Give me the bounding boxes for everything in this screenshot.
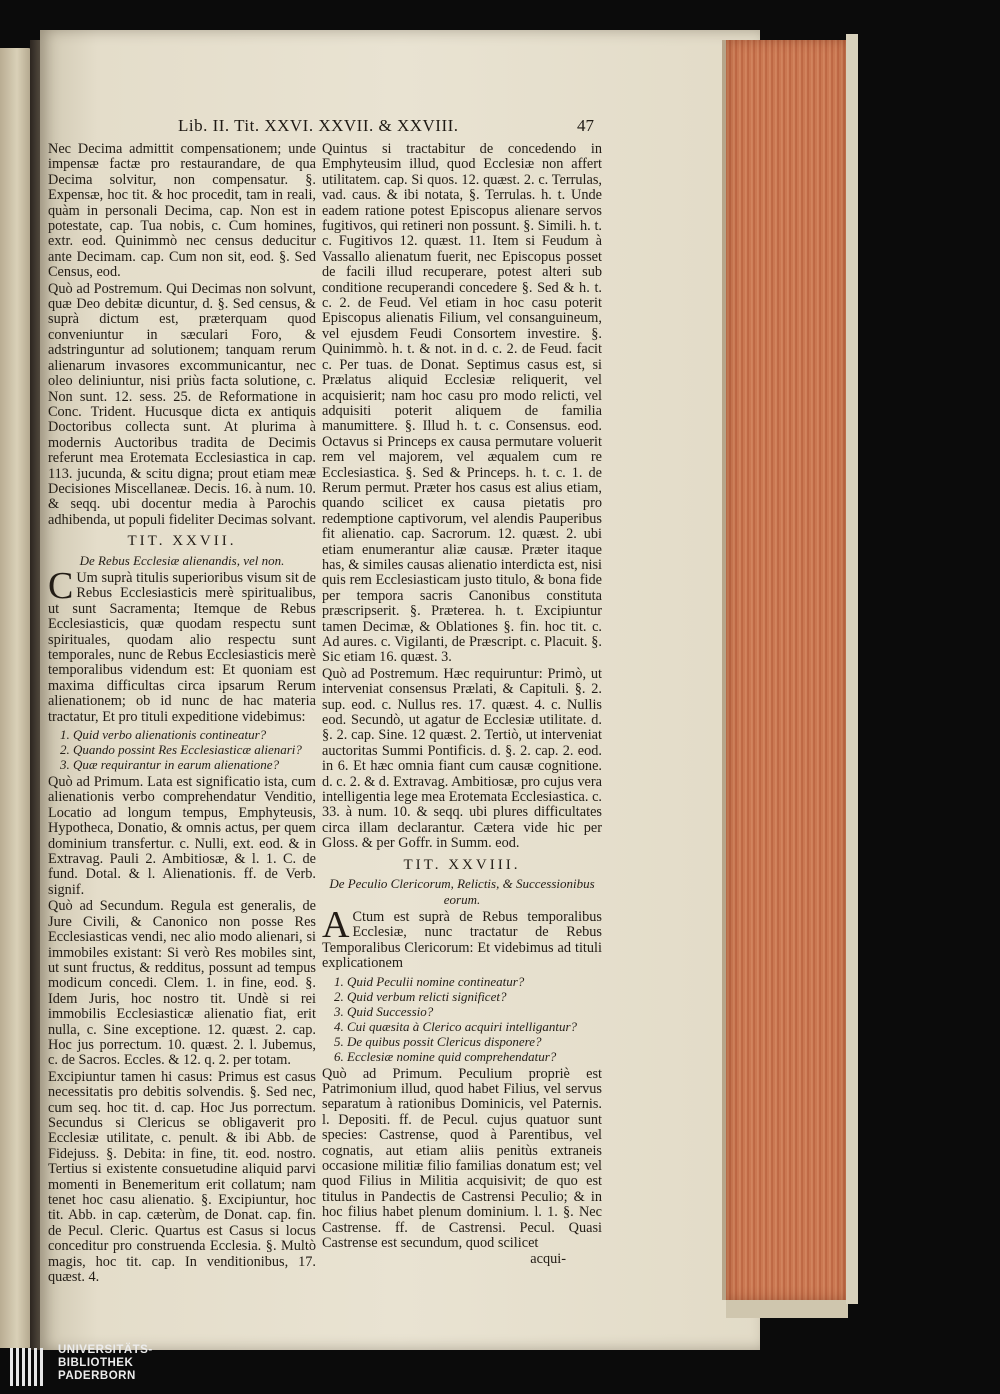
- list-item: 2. Quid verbum relicti significet?: [334, 988, 507, 1004]
- list-item: 3. Quid Successio?: [334, 1003, 434, 1019]
- page-header: [48, 116, 594, 138]
- question-list: [60, 727, 316, 772]
- paragraph-with-initial: [322, 903, 602, 972]
- list-item: 6. Ecclesiæ nomine quid comprehendatur?: [334, 1048, 557, 1064]
- paragraph: Quò ad Primum. Peculium propriè est Patrimonium illud, quod habet Filius, vel servus separatum à rationibus Dominicis, vel Paternis. l. Depositi. ff. de Pecul. cujus quatuor sunt species: Castrense, quod à Parentibus, vel cognatis, aut etiam aliis penitùs extraneis occasione militiæ filio familias donatum est; vel quod Filius in Militia acquisivit; de quo est titulus in Pandectis de Castrensi Peculio; & in hoc filius habet plenum dominium. l. 1. §. Nec Castrense. ff. de Castrensi. Pecul. Quasi Castrense est secundum, quod scilicet: [322, 1065, 602, 1251]
- list-item: 3. Quæ requirantur in earum alienatione?: [60, 757, 280, 773]
- paragraph: Quò ad Primum. Lata est significatio ista, cum alienationis verbo comprehendatur Venditio, Locatio ad longum tempus, Emphyteusis, Hypotheca, Donatio, & omnis actus, per quem dominium transfertur. c. Nulli, ext. eod. & in Extravag. Pauli 2. Ambitiosæ, & l. 1. C. de fund. Dotal. & l. Alienationis. ff. de Verb. signif.: [48, 774, 316, 898]
- paragraph: Quò ad Postremum. Qui Decimas non solvunt, quæ Deo debitæ dicuntur, d. §. Sed census, & suprà dictum est, præterquam quod conveniuntur in sæculari Foro, & adstringuntur ad solutionem; tanquam rerum alienarum invasores excommunicantur, nec oleo deliniuntur, nisi priùs facta solutione, c. Non sunt. 12. sess. 25. de Reformatione in Conc. Trident. Hucusque dicta ex antiquis Doctoribus collecta sunt. At plurima à modernis Auctoribus tradita de Decimis referunt mea Erotemata Ecclesiastica in cap. 113. jucunda, & scitu digna; prout etiam meæ Decisiones Miscellaneæ. Decis. 16. à num. 10. & seqq. ubi docentur media à Parochis adhibenda, ut populi fideliter Decimas solvant.: [48, 280, 316, 528]
- logo-line: UNIVERSITÄTS-: [58, 1344, 153, 1356]
- title-subheading: De Rebus Ecclesiæ alienandis, vel non.: [79, 552, 285, 568]
- paragraph-with-initial: [48, 564, 316, 725]
- list-item: 5. De quibus possit Clericus disponere?: [334, 1033, 542, 1049]
- logo-line: BIBLIOTHEK: [58, 1357, 134, 1369]
- list-item: 2. Quando possint Res Ecclesiasticæ alienari?: [60, 742, 302, 758]
- logo-line: PADERBORN: [58, 1370, 136, 1382]
- question-list: [334, 974, 602, 1064]
- left-column: [48, 141, 316, 1286]
- paragraph: Excipiuntur tamen hi casus: Primus est casus necessitatis pro debitis solvendis. §. Sed nec, cum seq. hoc tit. d. cap. Hoc Jus porrectum. Secundus si Clericus se obligaverit pro Ecclesiæ utilitate, c. penult. & ibi Abb. de Fidejuss. §. Debita: in fine, tit. eod. nostro. Tertius si existente consuetudine aliquid parvi momenti in Benemeritum erit collatum; nam tenet hoc casu alienatio. §. Excipiuntur, hoc tit. Abb. in cap. cæterùm, de Donat. cap. fin. de Pecul. Cleric. Quartus est Casus si locus conceditur pro construenda Ecclesia. §. Multò magis, hoc tit. cap. In venditionibus, 17. quæst. 4.: [48, 1068, 316, 1286]
- paragraph: Quò ad Postremum. Hæc requiruntur: Primò, ut interveniat consensus Prælati, & Capituli. §. 2. sup. eod. c. Nullus res. 17. quæst. 4. c. Nullis eod. Secundò, ut agatur de Ecclesiæ utilitate. d. §. 2. cap. Sine. 12 quæst. 2. Tertiò, ut interveniat auctoritas Summi Pontificis. d. §. 2. cap. 2. eod. in 6. Et hæc omnia fiant cum causæ cognitione. d. c. 2. & d. Extravag. Ambitiosæ, pro cujus vera intelligentia lege mea Erotemata Ecclesiastica. c. 33. à num. 10. & seqq. ubi plures difficultates circa illam declarantur. Cætera vide hic per Gloss. & per Goffr. in Summ. eod.: [322, 665, 602, 852]
- paragraph: Nec Decima admittit compensationem; unde impensæ factæ pro restaurandare, de qua Decima solvitur, non compensatur. §. Expensæ, hoc tit. & hoc procedit, tam in reali, quàm in personali Decima, cap. Non est in potestate, cap. Tua nobis, c. Cum homines, extr. eod. Quinimmò nec census deducitur ante Decimam. cap. Cum non sit, eod. §. Sed Census, eod.: [48, 141, 316, 281]
- drop-capital: A: [322, 903, 350, 946]
- list-item: 1. Quid Peculii nomine contineatur?: [334, 973, 525, 989]
- running-head: Lib. II. Tit. XXVI. XXVII. & XXVIII.: [178, 116, 459, 135]
- title-heading: TIT. XXVII.: [127, 533, 237, 550]
- title-subheading: De Peculio Clericorum, Relictis, & Successionibus eorum.: [329, 876, 595, 907]
- catchword: acqui-: [530, 1251, 566, 1268]
- paragraph: Quò ad Secundum. Regula est generalis, de Jure Civili, & Canonico non posse Res Ecclesiasticas vendi, nec alio modo alienari, si immobiles existant: Si verò Res mobiles sint, ut sunt fructus, & redditus, possunt ad tempus modicum concedi. Clem. 1. in fine, eod. §. Idem Juris, hoc nostro tit. Undè si rei immobilis Ecclesiasticæ alienatio fiat, erit nulla, c. Sine exceptione. 12. quæst. 2. cap. Hoc jus porrectum. 10. quæst. 2. l. Jubemus, c. de Sacros. Eccles. & 12. q. 2. per totam.: [48, 898, 316, 1069]
- library-logo-text: [58, 1344, 153, 1383]
- page-number: 47: [577, 116, 594, 135]
- list-item: 4. Cui quæsita à Clerico acquiri intelligantur?: [334, 1018, 578, 1034]
- title-heading: TIT. XXVIII.: [403, 856, 521, 873]
- book-cover-edge: [846, 34, 858, 1304]
- list-item: 1. Quid verbo alienationis contineatur?: [60, 727, 267, 743]
- paragraph-text: Um suprà titulis superioribus visum sit de Rebus Ecclesiasticis merè spiritualibus, ut sunt Sacramenta; Itemque de Rebus Ecclesiasticis, quæ quodam respectu sunt spirituales, quodam alio respectu sunt temporales, nunc de Rebus Ecclesiasticis merè temporalibus videndum est: Et quoniam est maxima difficultas circa ipsarum Rerum alienationem; ob id nunc de hac materia tractatur, Et pro tituli expeditione videbimus:: [48, 569, 316, 725]
- page-block-edge: [722, 40, 848, 1300]
- library-logo-icon: [10, 1348, 50, 1388]
- right-column: [322, 141, 602, 1268]
- paragraph: Quintus si tractabitur de concedendo in Emphyteusim illud, quod Ecclesiæ non affert utilitatem. cap. Si quos. 12. quæst. 2. c. Terrulas, vad. caus. & ibi notata, §. Terrulas. h. t. Unde eadem ratione potest Episcopus alienare servos fugitivos, qui retineri non possunt. §. Simili. h. t. c. Fugitivos 12. quæst. 11. Item si Feudum à Vassallo alienatum fuerit, nec Episcopus posset de facili illud recuperare, potest alteri sub conditione recuperandi concedere §. Sed & h. t. c. 2. de Feud. Vel etiam in hoc casu poterit Episcopus alienatis Filium, vel consanguineum, vel ejusdem Feudi Consortem investire. §. Quinimmò. h. t. & not. in d. c. 2. de Feud. facit c. Per tuas. de Donat. Septimus casus est, si Prælatus aliquid Ecclesiæ reliquerit, vel acquisierit; nam hoc casu pro modo relicti, vel adquisiti poterit aliquem de familia manumittere. §. Illud h. t. c. Consensus. eod. Octavus si Princeps ex causa permutare voluerit rem vel majorem, vel æqualem cum re Ecclesiastica. §. Sed & Princeps. h. t. c. 1. de Rerum permut. Præter hos casus est alius etiam, quando scilicet ex causa pietatis pro redemptione captivorum, vel alendis Pauperibus fit alienatio. cap. Sacrorum. 12. quæst. 2. ubi etiam enumerantur aliæ causæ. Præter itaque has, & similes causas alienatio interdicta est, nisi quis rem Ecclesiasticam justo titulo, & bona fide per tempora sacris Canonibus constituta præscripserit. §. Præterea. h. t. Excipiuntur tamen Decimæ, & Oblationes §. fin. hoc tit. c. Ad aures. c. Vigilanti, de Præscript. c. Placuit. §. Sic etiam 16. quæst. 3.: [322, 141, 602, 666]
- library-logo: [6, 1342, 226, 1392]
- paragraph-text: Ctum est suprà de Rebus temporalibus Ecclesiæ, nunc tractatur de Rebus Temporalibus Clericorum: Et videbimus ad tituli explicationem: [322, 908, 602, 972]
- left-page-fragment: [0, 48, 34, 1348]
- drop-capital: C: [48, 564, 74, 607]
